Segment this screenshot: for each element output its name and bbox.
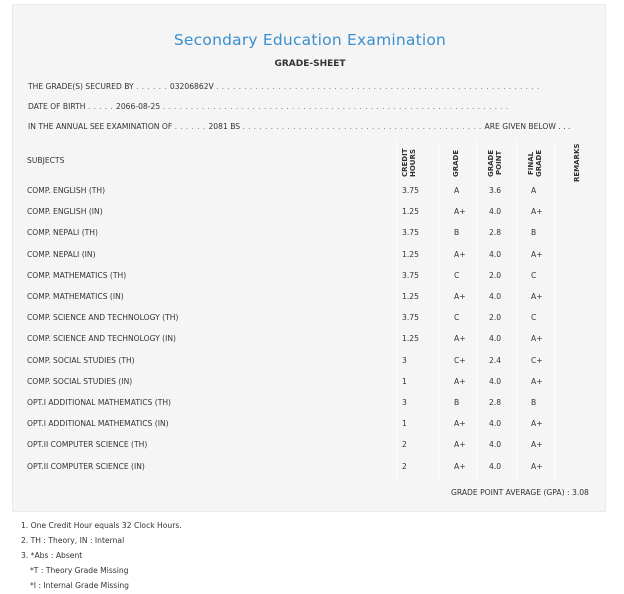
footnote: *T : Theory Grade Missing [30, 566, 129, 575]
grade-point-cell: 4.0 [489, 334, 502, 344]
table-row [13, 414, 607, 435]
final-grade-cell: A+ [531, 334, 543, 344]
dob-label: DATE OF BIRTH [28, 102, 86, 111]
header-grade-point: GRADE POINT [487, 149, 503, 177]
grade-point-cell: 4.0 [489, 292, 502, 301]
subject-cell: COMP. NEPALI (IN) [27, 249, 96, 259]
credit-hours-cell: 3.75 [402, 270, 419, 280]
subject-cell: COMP. SCIENCE AND TECHNOLOGY (IN) [27, 334, 176, 344]
final-grade-cell: B [531, 398, 537, 407]
final-grade-cell: B [531, 228, 537, 238]
grade-cell: A+ [454, 376, 466, 386]
grade-point-cell: 2.8 [489, 398, 502, 407]
credit-hours-cell: 2 [402, 440, 407, 450]
table-row [13, 181, 607, 202]
credit-hours-cell: 3.75 [402, 228, 419, 238]
credit-hours-cell: 3 [402, 355, 407, 365]
grade-point-cell: 4.0 [489, 207, 502, 217]
grade-point-cell: 2.0 [489, 270, 502, 280]
footnote: *I : Internal Grade Missing [30, 581, 129, 590]
final-grade-cell: C [531, 270, 537, 280]
credit-hours-cell: 3 [402, 398, 407, 407]
header-credit-hours: CREDIT HOURS [401, 148, 417, 178]
dob-value: 2066-08-25 [116, 102, 161, 111]
table-row [13, 435, 607, 456]
credit-hours-cell: 1.25 [402, 207, 419, 217]
gpa-value: 3.08 [571, 488, 589, 497]
secured-by-label: THE GRADE(S) SECURED BY [28, 82, 134, 91]
footnote: 1. One Credit Hour equals 32 Clock Hours. [21, 521, 182, 530]
final-grade-cell: A+ [531, 249, 543, 259]
subject-cell: COMP. MATHEMATICS (TH) [27, 270, 127, 280]
sheet-subtitle: GRADE-SHEET [274, 59, 346, 69]
final-grade-cell: A+ [531, 440, 543, 450]
grade-point-cell: 2.4 [489, 355, 502, 365]
footnote: 3. *Abs : Absent [21, 551, 83, 560]
subject-cell: COMP. SOCIAL STUDIES (IN) [27, 376, 133, 386]
grade-point-cell: 4.0 [489, 461, 502, 471]
grade-cell: A [454, 186, 460, 195]
table-row [13, 329, 607, 350]
credit-hours-cell: 1 [402, 419, 407, 429]
table-row [13, 457, 607, 478]
grade-cell: C [454, 270, 460, 280]
credit-hours-cell: 1.25 [402, 292, 419, 301]
exam-label: IN THE ANNUAL SEE EXAMINATION OF [28, 122, 173, 131]
grade-point-cell: 4.0 [489, 376, 502, 386]
grade-cell: C+ [454, 355, 466, 365]
table-row [13, 223, 607, 244]
exam-suffix: ARE GIVEN BELOW . . . [484, 122, 571, 131]
grade-cell: A+ [454, 461, 466, 471]
table-row [13, 202, 607, 223]
grade-point-cell: 4.0 [489, 440, 502, 450]
grade-cell: A+ [454, 440, 466, 450]
gpa-line [451, 488, 589, 497]
secured-by-line: THE GRADE(S) SECURED BY . . . . . . 03206862V . . . . . . . . . . . . . . . . . . . . . . . . . . . . . . . . . . . . . . . . . . . . . . . . . . . . . . . . . . [28, 82, 540, 91]
gpa-label: GRADE POINT AVERAGE (GPA) : [451, 488, 570, 497]
footnotes [21, 518, 182, 593]
final-grade-cell: A+ [531, 461, 543, 471]
table-row [13, 245, 607, 266]
exam-year: 2081 BS [208, 122, 241, 131]
table-row [13, 372, 607, 393]
grade-cell: A+ [454, 334, 466, 344]
subject-cell: COMP. ENGLISH (TH) [27, 186, 106, 195]
credit-hours-cell: 1 [402, 376, 407, 386]
header-grade: GRADE [452, 149, 460, 177]
final-grade-cell: A+ [531, 376, 543, 386]
grade-cell: B [454, 398, 460, 407]
subject-cell: OPT.I ADDITIONAL MATHEMATICS (TH) [27, 398, 172, 407]
table-row [13, 393, 607, 414]
footnote: 2. TH : Theory, IN : Internal [21, 536, 125, 545]
grade-point-cell: 3.6 [489, 186, 502, 195]
grade-cell: B [454, 228, 460, 238]
credit-hours-cell: 3.75 [402, 313, 419, 323]
grade-point-cell: 4.0 [489, 419, 502, 429]
final-grade-cell: A+ [531, 292, 543, 301]
final-grade-cell: A+ [531, 419, 543, 429]
dob-line: DATE OF BIRTH . . . . . 2066-08-25 . . . . . . . . . . . . . . . . . . . . . . . . . . . . . . . . . . . . . . . . . . . . . . . . . . . . . . . . . . . . . . [28, 102, 509, 111]
grade-cell: C [454, 313, 460, 323]
table-row [13, 266, 607, 287]
table-row [13, 351, 607, 372]
header-remarks: REMARKS [573, 143, 581, 183]
credit-hours-cell: 1.25 [402, 249, 419, 259]
subject-cell: OPT.II COMPUTER SCIENCE (IN) [27, 461, 145, 471]
subject-cell: OPT.I ADDITIONAL MATHEMATICS (IN) [27, 419, 169, 429]
subject-cell: COMP. ENGLISH (IN) [27, 207, 103, 217]
subject-cell: OPT.II COMPUTER SCIENCE (TH) [27, 440, 148, 450]
header-subjects: SUBJECTS [27, 156, 65, 165]
grade-point-cell: 2.0 [489, 313, 502, 323]
header-final-grade: FINAL GRADE [527, 149, 543, 177]
grade-sheet [12, 4, 606, 512]
table-row [13, 308, 607, 329]
subject-cell: COMP. MATHEMATICS (IN) [27, 292, 124, 301]
credit-hours-cell: 3.75 [402, 186, 419, 195]
grade-cell: A+ [454, 249, 466, 259]
subject-cell: COMP. SCIENCE AND TECHNOLOGY (TH) [27, 313, 179, 323]
grade-cell: A+ [454, 292, 466, 301]
exam-line: IN THE ANNUAL SEE EXAMINATION OF . . . . . . 2081 BS . . . . . . . . . . . . . . . . . . . . . . . . . . . . . . . . . . . . . . . . . . . ARE GIVEN BELOW . . . [28, 122, 571, 131]
grade-cell: A+ [454, 419, 466, 429]
subject-cell: COMP. NEPALI (TH) [27, 228, 98, 238]
final-grade-cell: C+ [531, 355, 543, 365]
final-grade-cell: A [531, 186, 537, 195]
exam-title: Secondary Education Examination [173, 31, 447, 49]
subject-cell: COMP. SOCIAL STUDIES (TH) [27, 355, 135, 365]
symbol-number: 03206862V [169, 82, 214, 91]
grade-point-cell: 4.0 [489, 249, 502, 259]
credit-hours-cell: 2 [402, 461, 407, 471]
grade-point-cell: 2.8 [489, 228, 502, 238]
grade-cell: A+ [454, 207, 466, 217]
table-row [13, 287, 607, 308]
final-grade-cell: C [531, 313, 537, 323]
final-grade-cell: A+ [531, 207, 543, 217]
credit-hours-cell: 1.25 [402, 334, 419, 344]
